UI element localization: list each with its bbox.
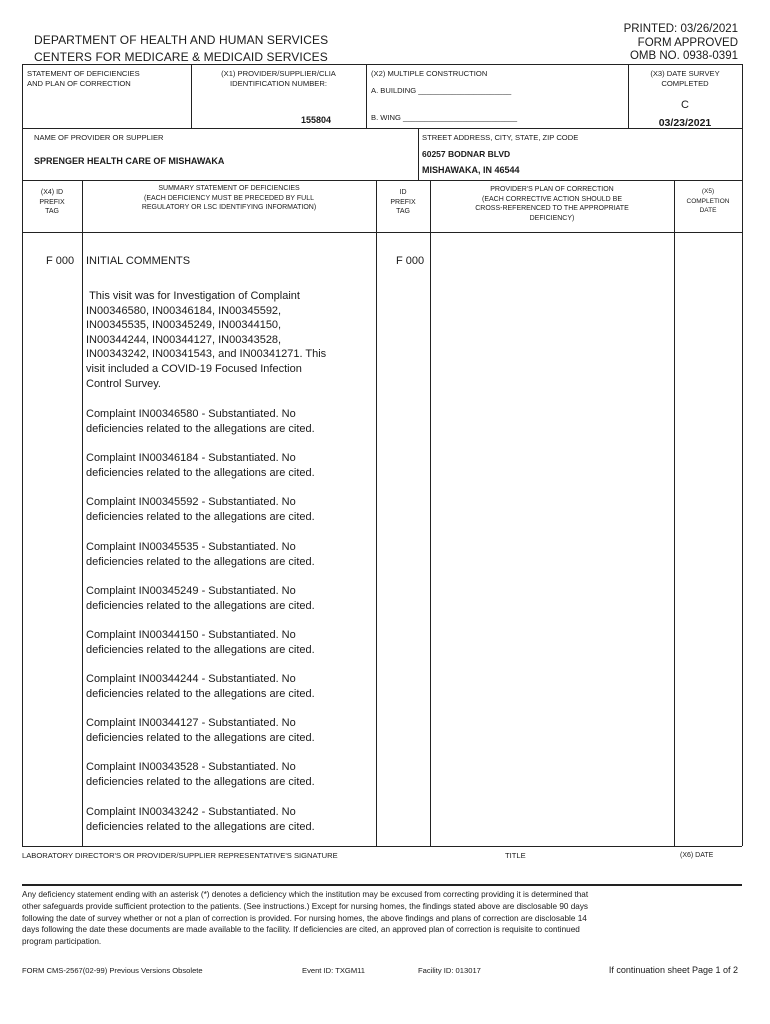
provider-name: SPRENGER HEALTH CARE OF MISHAWAKA [34,156,225,166]
complaint-item: Complaint IN00344127 - Substantiated. No deficiencies related to the allegations are cited. [86,717,315,744]
building-label: A. BUILDING ______________________ [371,86,512,95]
complaint-item: Complaint IN00345249 - Substantiated. No deficiencies related to the allegations are cited. [86,585,315,612]
tag-right: F 000 [396,255,425,267]
form-id: FORM CMS-2567(02-99) Previous Versions Obsolete [22,966,203,975]
facility-id: Facility ID: 013017 [418,966,481,975]
complaint-item: Complaint IN00343528 - Substantiated. No deficiencies related to the allegations are cited. [86,761,315,788]
divider-x2 [366,64,367,128]
complaint-item: Complaint IN00345535 - Substantiated. No deficiencies related to the allegations are cited. [86,541,315,568]
complaint-item: Complaint IN00343242 - Substantiated. No deficiencies related to the allegations are cited. [86,806,315,833]
col-header-plan: PROVIDER'S PLAN OF CORRECTION (EACH CORRECTIVE ACTION SHOULD BE CROSS-REFERENCED TO THE APPROPRIATE DEFICIENCY) [475,186,629,222]
rule-columns-bottom [22,232,742,233]
rule-content-bottom [22,846,742,847]
provider-name-label: NAME OF PROVIDER OR SUPPLIER [34,133,164,142]
complaint-item: Complaint IN00346580 - Substantiated. No deficiencies related to the allegations are cited. [86,408,315,435]
address-line2: MISHAWAKA, IN 46544 [422,165,520,175]
x3-code: C [681,99,689,111]
intro-paragraph: This visit was for Investigation of Complaint IN00346580, IN00346184, IN00345592, IN00345535, IN00345249, IN00344150, IN00344244, IN00344127, IN00343528, IN00343242, IN00341543, and IN00341271. This visit included a COVID-19 Focused Infection Control Survey. [86,290,327,390]
col-header-x4: (X4) ID PREFIX TAG [39,189,65,215]
x2-label: (X2) MULTIPLE CONSTRUCTION [371,69,488,78]
col-header-x5: (X5) COMPLETION DATE [686,188,730,214]
divider-col-id [430,180,431,846]
signature-label: LABORATORY DIRECTOR'S OR PROVIDER/SUPPLIER REPRESENTATIVE'S SIGNATURE [22,851,338,860]
x1-label: (X1) PROVIDER/SUPPLIER/CLIA IDENTIFICATION NUMBER: [221,69,336,88]
border-left [22,64,23,846]
agency-line: CENTERS FOR MEDICARE & MEDICAID SERVICES [34,50,328,64]
complaint-item: Complaint IN00345592 - Substantiated. No deficiencies related to the allegations are cited. [86,496,315,523]
x3-date: 03/23/2021 [658,117,712,129]
tag-left: F 000 [46,255,75,267]
border-right [742,64,743,846]
continuation-sheet: If continuation sheet Page 1 of 2 [608,965,738,975]
header-right-block [624,23,738,64]
address-line1: 60257 BODNAR BLVD [422,149,511,159]
form-approved: FORM APPROVED [637,36,738,49]
complaint-item: Complaint IN00346184 - Substantiated. No deficiencies related to the allegations are cited. [86,452,315,479]
printed-date: PRINTED: 03/26/2021 [623,23,738,35]
divider-col-x4 [82,180,83,846]
rule-top [22,64,742,65]
col-header-summary: SUMMARY STATEMENT OF DEFICIENCIES (EACH DEFICIENCY MUST BE PRECEDED BY FULL REGULATORY OR LSC IDENTIFYING INFORMATION) [141,185,317,211]
wing-label: B. WING ___________________________ [371,113,518,122]
divider-address [418,128,419,180]
omb-number: OMB NO. 0938-0391 [629,50,738,62]
rule-signature-bottom [22,884,742,886]
complaint-item: Complaint IN00344150 - Substantiated. No deficiencies related to the allegations are cited. [86,629,315,656]
rule-provider-bottom [22,180,742,181]
divider-col-plan [674,180,675,846]
initial-comments-heading: INITIAL COMMENTS [86,255,191,267]
event-id: Event ID: TXGM11 [302,966,366,975]
disclosure-note: Any deficiency statement ending with an asterisk (*) denotes a deficiency which the institution may be excused from correcting providing it is determined that other safeguards provide sufficient protection to the patients. (See instructions.) Except for nursing homes, the findings stated above are disclosable 90 days following the date of survey whether or not a plan of correction is provided. For nursing homes, the above findings and plans of correction are disclosable 14 days following the date these documents are made available to the facility. If deficiencies are cited, an approved plan of correction is requisite to continued program participation. [22,890,589,947]
x3-label: (X3) DATE SURVEY COMPLETED [650,69,720,88]
statement-label: STATEMENT OF DEFICIENCIES AND PLAN OF CORRECTION [27,69,140,88]
divider-col-summary [376,180,377,846]
department-line: DEPARTMENT OF HEALTH AND HUMAN SERVICES [34,33,329,47]
date-label: (X6) DATE [680,852,714,859]
address-label: STREET ADDRESS, CITY, STATE, ZIP CODE [422,133,579,142]
col-header-id: ID PREFIX TAG [390,189,416,215]
complaint-item: Complaint IN00344244 - Substantiated. No deficiencies related to the allegations are cited. [86,673,315,700]
x1-value: 155804 [300,115,331,125]
title-label: TITLE [505,851,526,860]
